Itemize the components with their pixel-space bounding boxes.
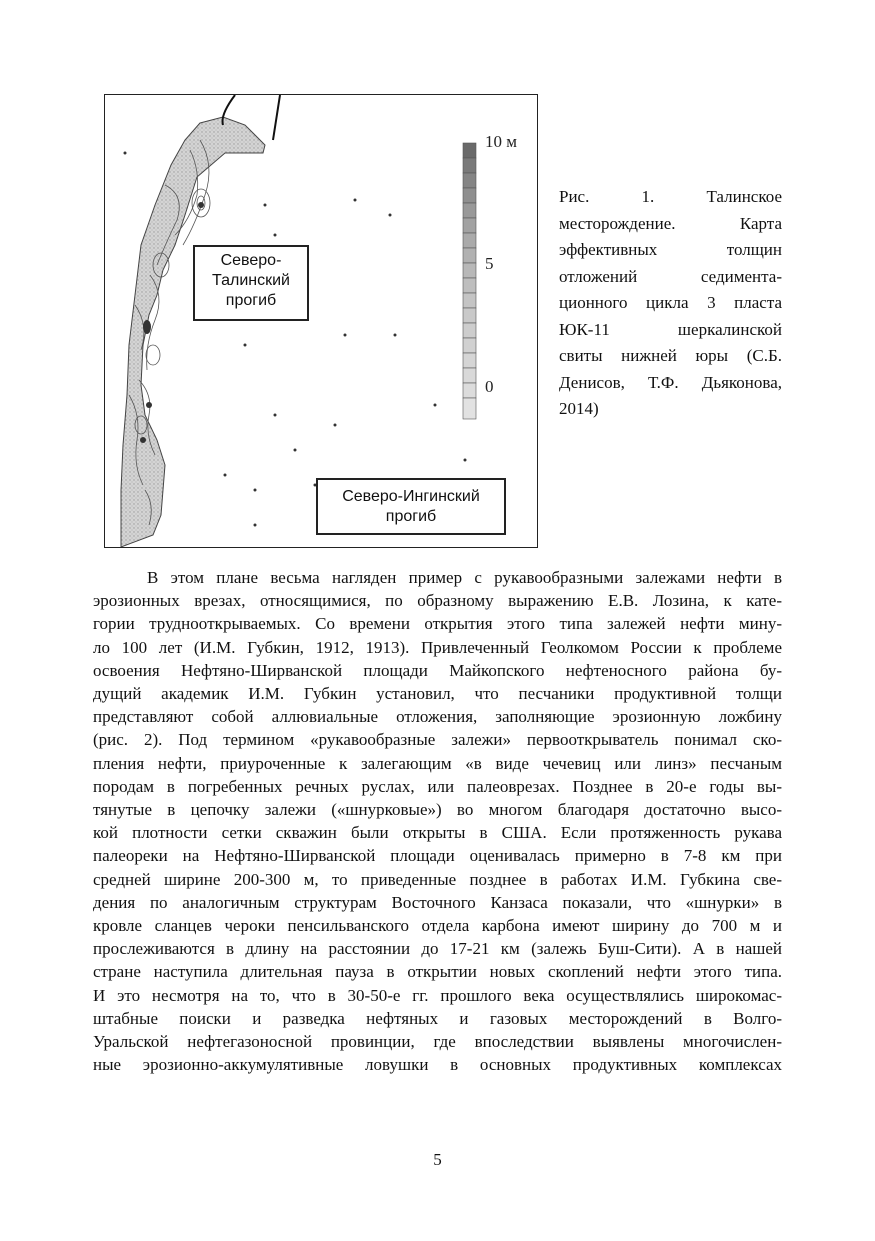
- body-line: (рис. 2). Под термином «рукавообразные залежи» первооткрыватель понимал ско-: [93, 730, 782, 750]
- body-line: освоения Нефтяно-Ширванской площади Майкопского нефтеносного района бу-: [93, 660, 782, 680]
- caption-line: Денисов, Т.Ф. Дьяконова,: [559, 372, 782, 392]
- caption-line: Рис. 1. Талинское: [559, 187, 782, 206]
- scale-label-bottom: 0: [485, 377, 494, 396]
- figure-map: [104, 94, 538, 548]
- body-line: Уральской нефтегазоносной провинции, где впоследствии выявлены многочислен-: [93, 1032, 782, 1052]
- label-north-talin-trough: [193, 245, 309, 321]
- body-line: средней ширине 200-300 м, то приведенные позднее в работах И.М. Губкина све-: [93, 869, 782, 889]
- page-number: 5: [433, 1150, 442, 1169]
- body-line: кой плотности сетки скважин были открыты в США. Если протяженность рукава: [93, 823, 782, 843]
- scale-label-top: 10 м: [485, 132, 518, 151]
- body-line: породам в погребенных речных руслах, или палеоврезах. Позднее в 20-е годы вы-: [93, 776, 782, 796]
- body-line: дущий академик И.М. Губкин установил, что песчаники продуктивной толщи: [93, 684, 782, 704]
- label-north-ingin-trough: [316, 478, 506, 535]
- caption-line: месторождение. Карта: [559, 213, 782, 233]
- body-line: ные эрозионно-аккумулятивные ловушки в основных продуктивных комплексах: [93, 1055, 782, 1075]
- caption-line: 2014): [559, 399, 599, 418]
- caption-line: эффективных толщин: [559, 240, 782, 259]
- boundary-line: [273, 95, 280, 140]
- thickness-scale-bar: [463, 143, 476, 419]
- sediment-zone: [121, 117, 265, 547]
- body-line: ло 100 лет (И.М. Губкин, 1912, 1913). Привлеченный Геолкомом России к проблеме: [93, 637, 782, 657]
- label-line: Северо-Ингинский: [342, 488, 480, 505]
- label-line: прогиб: [225, 292, 277, 309]
- body-line: И это несмотря на то, что в 30-50-е гг. прошлого века осуществлялись широкомас-: [93, 985, 782, 1005]
- caption-line: ционного цикла 3 пласта: [559, 293, 782, 312]
- body-line: дения по аналогичным структурам Восточного Канзаса показали, что «шнурки» в: [93, 892, 782, 912]
- body-line: кровле сланцев чероки пенсильванского отдела карбона имеют ширину до 700 м и: [93, 916, 782, 936]
- caption-line: свиты нижней юры (С.Б.: [559, 346, 782, 365]
- body-line: стране наступила длительная пауза в открытии новых скоплений нефти этого типа.: [93, 962, 782, 982]
- label-line: Северо-: [220, 252, 282, 269]
- body-line: прослеживаются в длину на расстоянии до 17-21 км (залежь Буш-Сити). А в нашей: [93, 939, 782, 959]
- label-line: прогиб: [385, 508, 437, 525]
- caption-line: ЮК-11 шеркалинской: [559, 319, 782, 339]
- body-line: тянутые в цепочку залежи («шнурковые») во многом благодаря достаточно высо-: [93, 800, 782, 820]
- body-line: В этом плане весьма нагляден пример с рукавообразными залежами нефти в: [147, 568, 782, 587]
- body-line: штабные поиски и разведка нефтяных и газовых месторождений в Волго-: [93, 1008, 782, 1028]
- body-line: пления нефти, приуроченные к залегающим «в виде чечевиц или линз» песчаным: [93, 753, 782, 773]
- body-line: палеореки на Нефтяно-Ширванской площади оценивалась примерно в 7-8 км при: [93, 846, 782, 866]
- figure-caption: [559, 184, 782, 423]
- caption-line: отложений седимента-: [559, 266, 782, 286]
- body-line: представляют собой аллювиальные отложения, заполняющие эрозионную ложбину: [93, 707, 782, 727]
- body-paragraph: [93, 566, 782, 1076]
- label-line: Талинский: [212, 272, 290, 289]
- body-line: гории трудноoткрываемых. Со времени открытия этого типа залежей нефти мину-: [93, 614, 782, 634]
- scale-label-middle: 5: [485, 254, 494, 273]
- body-line: эрозионных врезах, относящимися, по образному выражению Е.В. Лозина, к кате-: [93, 591, 782, 611]
